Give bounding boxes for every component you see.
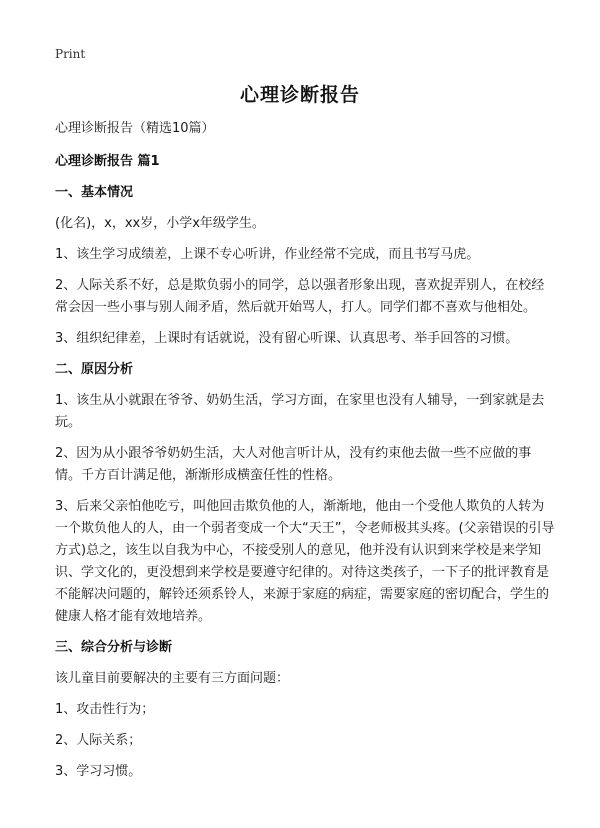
article-title: 心理诊断报告 篇1: [55, 154, 160, 169]
document-body: [55, 118, 555, 792]
section-heading-cause-analysis: 二、原因分析: [55, 362, 134, 377]
list-item: 3、学习习惯。: [55, 764, 142, 779]
document-subtitle: 心理诊断报告（精选10篇）: [55, 121, 215, 136]
paragraph: 2、因为从小跟爷爷奶奶生活，大人对他言听计从，没有约束他去做一些不应做的事情。千方百计满足他，渐渐形成横蛮任性的性格。: [55, 446, 532, 483]
print-label: Print: [55, 47, 86, 61]
paragraph: (化名)，x，xx岁，小学x年级学生。: [55, 216, 265, 231]
document-title: 心理诊断报告: [239, 84, 360, 106]
paragraph: 3、组织纪律差，上课时有话就说，没有留心听课、认真思考、举手回答的习惯。: [55, 331, 519, 346]
paragraph: 3、后来父亲怕他吃亏，叫他回击欺负他的人，渐渐地，他由一个受他人欺负的人转为一个欺负他人的人，由一个弱者变成一个大“天王”，令老师极其头疼。(父亲错误的引导方式)总之，该生以自我为中心，不接受别人的意见，他并没有认识到来学校是来学知识、学文化的，更没想到来学校是要遵守纪律的。对待这类孩子，一下子的批评教育是不能解决问题的，解铃还须系铃人，来源于家庭的病症，需要家庭的密切配合，学生的健康人格才能有效地培养。: [55, 499, 555, 624]
paragraph: 2、人际关系不好，总是欺负弱小的同学，总以强者形象出现，喜欢捉弄别人，在校经常会因一些小事与别人闹矛盾，然后就开始骂人，打人。同学们都不喜欢与他相处。: [55, 278, 545, 315]
paragraph: 1、该生从小就跟在爷爷、奶奶生活，学习方面，在家里也没有人辅导，一到家就是去玩。: [55, 393, 545, 430]
list-item: 1、攻击性行为；: [55, 702, 155, 717]
list-item: 2、人际关系；: [55, 733, 142, 748]
paragraph: 该儿童目前要解决的主要有三方面问题：: [55, 671, 290, 686]
section-heading-diagnosis: 三、综合分析与诊断: [55, 640, 173, 655]
section-heading-basic-info: 一、基本情况: [55, 185, 134, 200]
paragraph: 1、该生学习成绩差，上课不专心听讲，作业经常不完成，而且书写马虎。: [55, 247, 480, 262]
